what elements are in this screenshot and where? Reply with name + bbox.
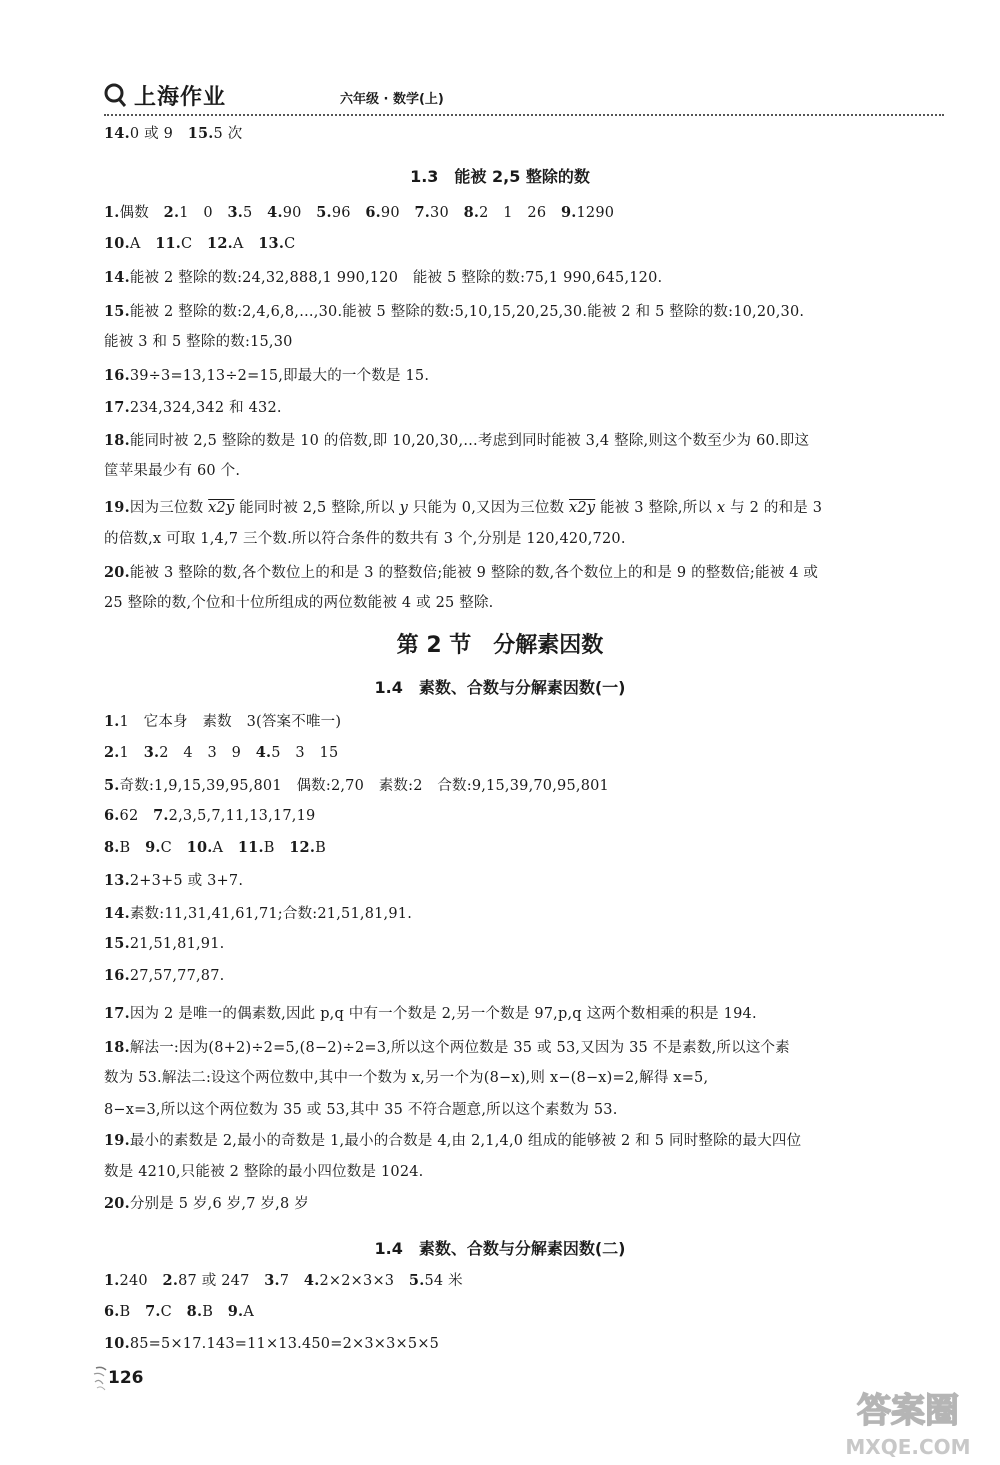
answer-line: 18.解法一:因为(8+2)÷2=5,(8−2)÷2=3,所以这个两位数是 35 或 53,又因为 35 不是素数,所以这个素	[104, 1039, 790, 1056]
section-title-1-4-a: 1.4 素数、合数与分解素因数(一)	[374, 678, 626, 697]
book-subtitle: 六年级 · 数学(上)	[340, 92, 444, 107]
brand-title: 上海作业	[134, 85, 227, 110]
answer-line: 能被 3 和 5 整除的数:15,30	[104, 334, 293, 350]
answer-line: 8.B 9.C 10.A 11.B 12.B	[104, 839, 326, 856]
magnifier-logo-icon	[104, 83, 126, 107]
svg-text:MXQE.COM: MXQE.COM	[845, 1435, 971, 1459]
answer-line: 1.240 2.87 或 247 3.7 4.2×2×3×3 5.54 米	[104, 1272, 463, 1289]
svg-text:答案圈: 答案圈	[857, 1391, 959, 1431]
answer-line: 1.偶数 2.1 0 3.5 4.90 5.96 6.90 7.30 8.2 1 26 9.1290	[104, 204, 615, 221]
answer-line: 10.85=5×17.143=11×13.450=2×3×3×5×5	[104, 1335, 440, 1352]
answer-line: 1.1 它本身 素数 3(答案不唯一)	[104, 713, 342, 730]
answer-line: 17.因为 2 是唯一的偶素数,因此 p,q 中有一个数是 2,另一个数是 97,p,q 这两个数相乘的积是 194.	[104, 1005, 757, 1022]
answer-line: 18.能同时被 2,5 整除的数是 10 的倍数,即 10,20,30,…考虑到同时能被 3,4 整除,则这个数至少为 60.即这	[104, 432, 810, 449]
section-title-1-4-b: 1.4 素数、合数与分解素因数(二)	[374, 1239, 626, 1258]
answer-line: 15.21,51,81,91.	[104, 935, 225, 952]
answer-line: 25 整除的数,个位和十位所组成的两位数能被 4 或 25 整除.	[104, 595, 494, 611]
answer-line: 19.最小的素数是 2,最小的奇数是 1,最小的合数是 4,由 2,1,4,0 组成的能够被 2 和 5 同时整除的最大四位	[104, 1132, 802, 1149]
answer-line: 的倍数,x 可取 1,4,7 三个数.所以符合条件的数共有 3 个,分别是 120,420,720.	[104, 531, 626, 547]
answer-line: 14.素数:11,31,41,61,71;合数:21,51,81,91.	[104, 905, 413, 922]
answer-line: 6.B 7.C 8.B 9.A	[104, 1303, 254, 1320]
answer-line: 17.234,324,342 和 432.	[104, 399, 282, 416]
page-number: 126	[108, 1368, 144, 1388]
answer-line: 数为 53.解法二:设这个两位数中,其中一个数为 x,另一个为(8−x),则 x−(8−x)=2,解得 x=5,	[104, 1070, 709, 1086]
answer-line: 2.1 3.2 4 3 9 4.5 3 15	[104, 744, 339, 761]
chapter-title: 第 2 节 分解素因数	[396, 633, 604, 658]
answer-line: 14.能被 2 整除的数:24,32,888,1 990,120 能被 5 整除的数:75,1 990,645,120.	[104, 269, 663, 286]
answer-line: 16.39÷3=13,13÷2=15,即最大的一个数是 15.	[104, 367, 430, 384]
answer-line: 20.分别是 5 岁,6 岁,7 岁,8 岁	[104, 1195, 309, 1212]
page-header	[104, 80, 944, 114]
header-divider	[104, 114, 944, 116]
answer-line: 13.2+3+5 或 3+7.	[104, 872, 244, 889]
answer-line: 14.0 或 9 15.5 次	[104, 125, 243, 142]
answer-line: 筐苹果最少有 60 个.	[104, 463, 241, 479]
answer-line: 19.因为三位数 x2y 能同时被 2,5 整除,所以 y 只能为 0,又因为三位数 x2y 能被 3 整除,所以 x 与 2 的和是 3	[104, 499, 823, 516]
watermark-logo	[820, 1382, 995, 1462]
answer-line: 5.奇数:1,9,15,39,95,801 偶数:2,70 素数:2 合数:9,15,39,70,95,801	[104, 777, 609, 794]
answer-line: 数是 4210,只能被 2 整除的最小四位数是 1024.	[104, 1164, 424, 1180]
section-title-1-3: 1.3 能被 2,5 整除的数	[410, 167, 590, 186]
answer-line: 8−x=3,所以这个两位数为 35 或 53,其中 35 不符合题意,所以这个素数为 53.	[104, 1102, 618, 1118]
answer-line: 10.A 11.C 12.A 13.C	[104, 235, 296, 252]
answer-line: 16.27,57,77,87.	[104, 967, 225, 984]
answer-line: 6.62 7.2,3,5,7,11,13,17,19	[104, 807, 316, 824]
answer-line: 15.能被 2 整除的数:2,4,6,8,…,30.能被 5 整除的数:5,10,15,20,25,30.能被 2 和 5 整除的数:10,20,30.	[104, 303, 805, 320]
answer-line: 20.能被 3 整除的数,各个数位上的和是 3 的整数倍;能被 9 整除的数,各个数位上的和是 9 的整数倍;能被 4 或	[104, 564, 819, 581]
